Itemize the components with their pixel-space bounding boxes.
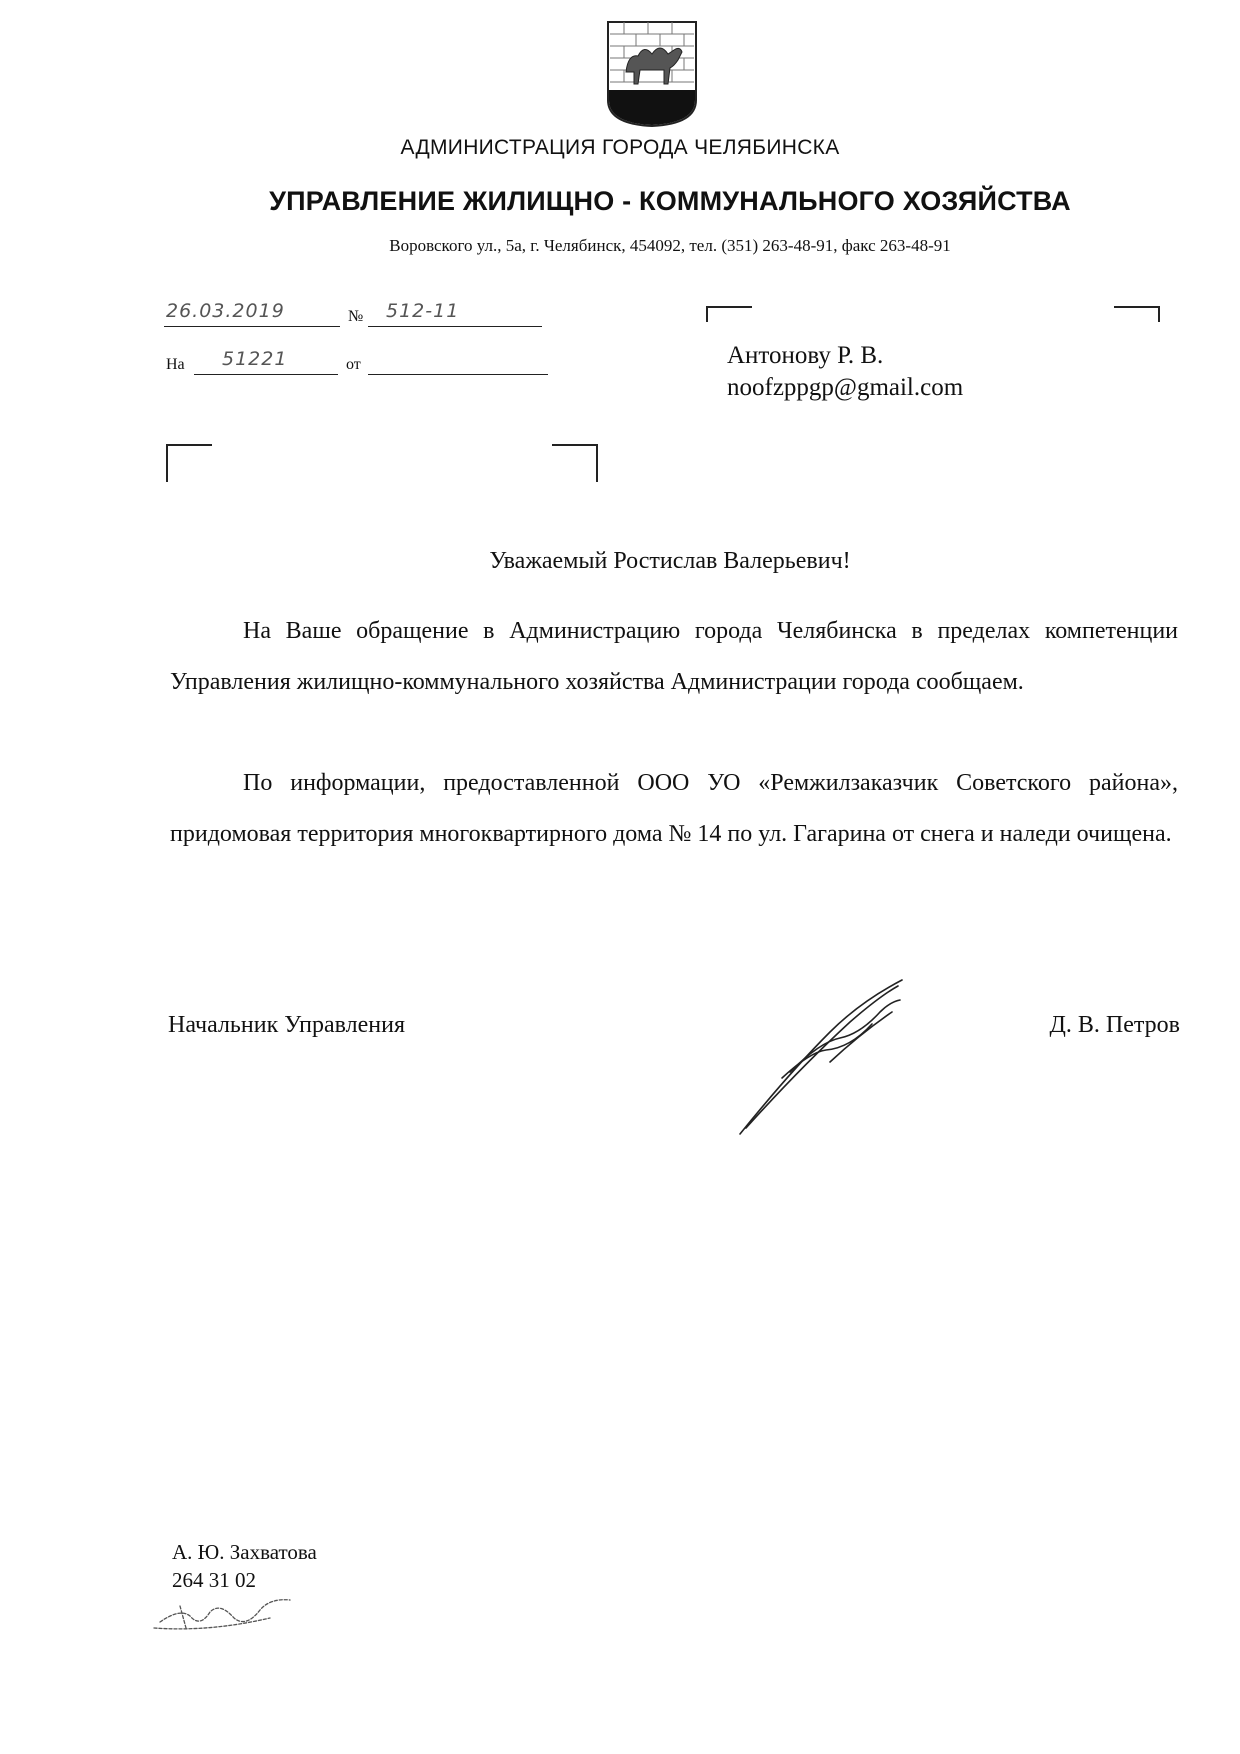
coat-of-arms-icon [604,20,700,128]
date-field [164,300,340,327]
number-field [368,300,542,327]
executor-phone: 264 31 02 [172,1568,256,1592]
in-reply-field [194,348,338,375]
subject-corner-left [166,444,212,482]
letter-paragraph-2: По информации, предоставленной ООО УО «Ремжилзаказчик Советского района», придомовая территория многоквартирного дома № 14 по ул. Гагарина от снега и наледи очищена. [170,770,1178,847]
executor-name: А. Ю. Захватова [172,1540,317,1564]
greeting: Уважаемый Ростислав Валерьевич! [489,548,851,574]
department-name: УПРАВЛЕНИЕ ЖИЛИЩНО - КОММУНАЛЬНОГО ХОЗЯЙСТВА [269,186,1071,216]
recipient-corner-left [706,306,752,322]
initials-icon [150,1588,300,1638]
number-label: № [348,308,364,325]
department-address: Воровского ул., 5а, г. Челябинск, 454092, тел. (351) 263-48-91, факс 263-48-91 [389,236,951,255]
outgoing-number: 512-11 [386,300,460,322]
executor-signature [150,1588,300,1638]
subject-corner-right [552,444,598,482]
from-date-field [368,352,548,375]
handwritten-signature [730,972,910,1142]
recipient-name: Антонову Р. В. [727,342,884,369]
signatory-title: Начальник Управления [168,1012,405,1038]
from-label: от [346,356,361,373]
signatory-name: Д. В. Петров [1049,1012,1180,1038]
in-reply-number: 51221 [222,348,288,370]
recipient-email: noofzppgp@gmail.com [727,374,964,401]
signature-icon [730,972,910,1142]
city-emblem [604,20,700,128]
recipient-corner-right [1114,306,1160,322]
in-reply-label: На [166,356,185,373]
letter-paragraph-1: На Ваше обращение в Администрацию города Челябинска в пределах компетенции Управления жилищно-коммунального хозяйства Администрации города сообщаем. [170,618,1178,695]
administration-name: АДМИНИСТРАЦИЯ ГОРОДА ЧЕЛЯБИНСКА [400,136,840,159]
outgoing-date: 26.03.2019 [166,300,285,322]
